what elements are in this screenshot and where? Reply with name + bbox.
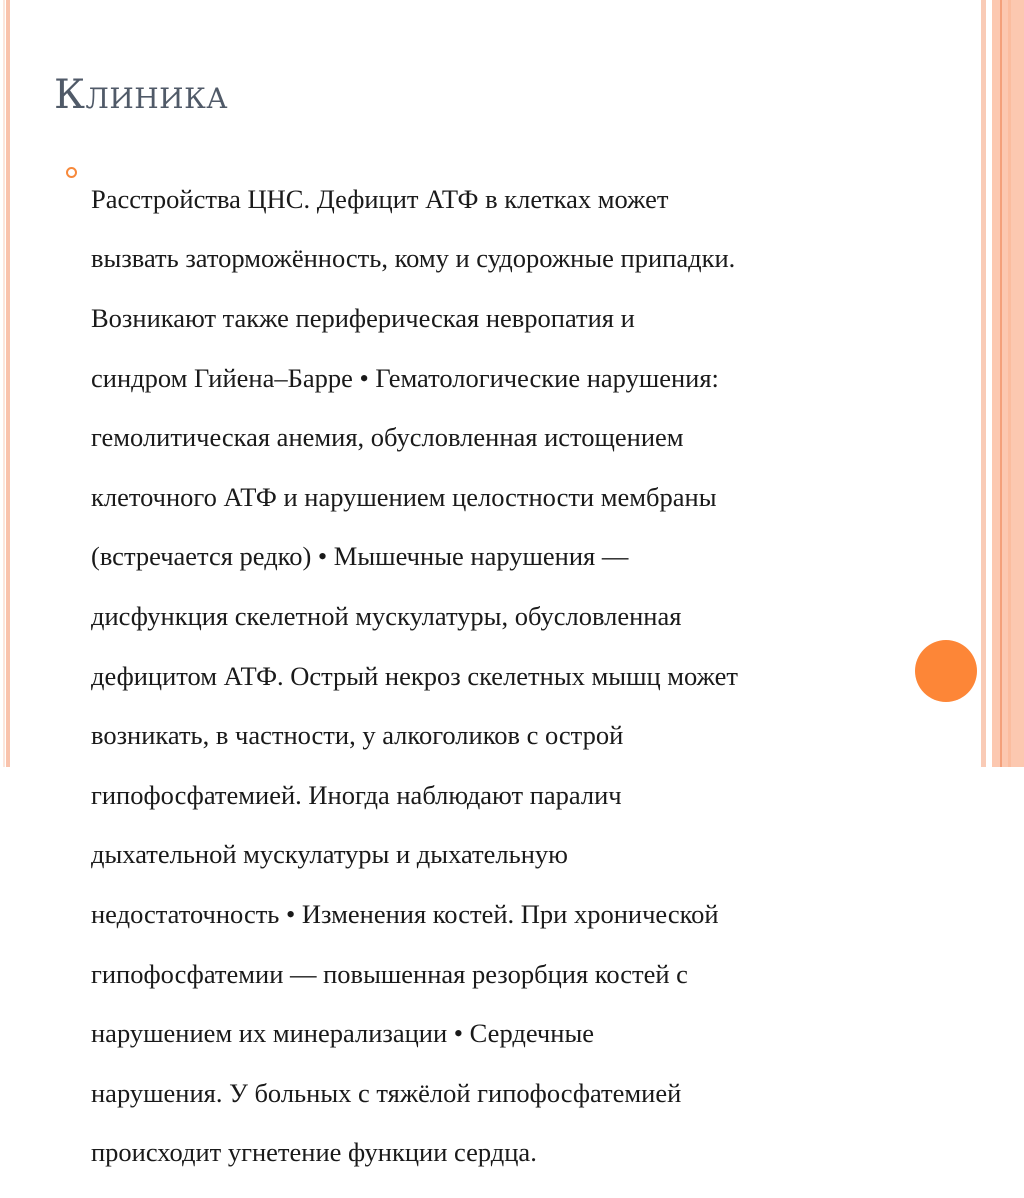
decorative-circle-icon	[915, 640, 977, 702]
right-border-thin-stripe	[981, 0, 986, 767]
circle-bullet-icon	[66, 167, 77, 178]
slide-title: Клиника	[54, 72, 228, 118]
right-border-line	[1000, 0, 1002, 767]
left-border-stripe-light	[3, 0, 5, 767]
slide-content	[64, 155, 894, 1198]
text-line: Расстройства ЦНС. Дефицит АТФ в клетках может	[91, 183, 669, 214]
text-line: возникать, в частности, у алкоголиков с острой	[91, 720, 624, 751]
text-line: синдром Гийена–Барре • Гематологические нарушения:	[91, 362, 719, 393]
right-border-shade	[1008, 0, 1011, 767]
text-line: клеточного АТФ и нарушением целостности мембраны	[91, 481, 717, 512]
text-line: дисфункция скелетной мускулатуры, обусловленная	[91, 600, 682, 631]
text-line: Возникают также периферическая невропатия и	[91, 302, 635, 333]
text-line: гипофосфатемии — повышенная резорбция костей с	[91, 958, 688, 989]
text-line: дефицитом АТФ. Острый некроз скелетных мышц может	[91, 660, 738, 691]
left-border-stripe	[6, 0, 10, 767]
text-line: нарушением их минерализации • Сердечные	[91, 1018, 595, 1049]
bullet-text	[91, 155, 894, 1198]
text-line: вызвать заторможённость, кому и судорожные припадки.	[91, 243, 736, 274]
text-line: гипофосфатемией. Иногда наблюдают паралич	[91, 779, 622, 810]
text-line: (встречается редко) • Мышечные нарушения —	[91, 541, 629, 572]
text-line: нарушения. У больных с тяжёлой гипофосфатемией	[91, 1077, 682, 1108]
text-line: гемолитическая анемия, обусловленная истощением	[91, 422, 684, 453]
text-line: происходит угнетение функции сердца.	[91, 1137, 537, 1168]
text-line: дыхательной мускулатуры и дыхательную	[91, 839, 568, 870]
text-line: недостаточность • Изменения костей. При хронической	[91, 898, 719, 929]
